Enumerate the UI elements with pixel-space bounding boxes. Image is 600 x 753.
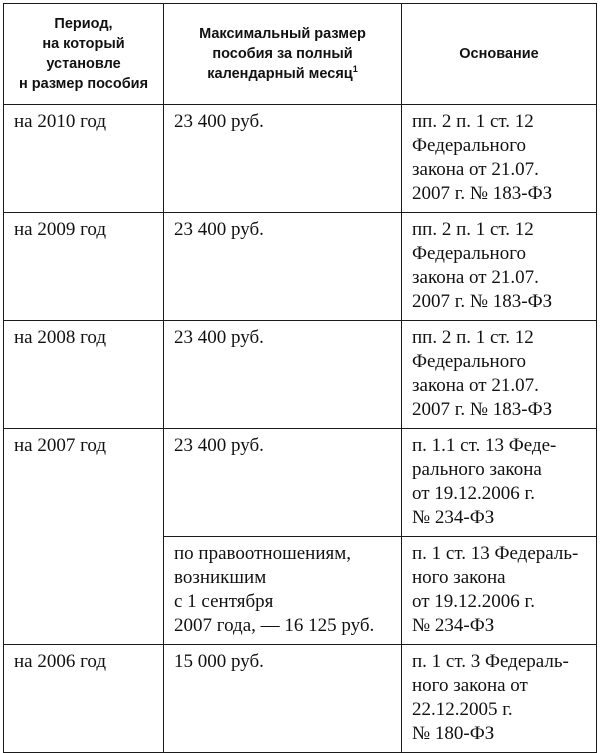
cell-amount-line: 23 400 руб.: [174, 219, 264, 240]
header-max-amount-line: Максимальный размер: [199, 26, 366, 42]
benefit-table: [3, 3, 597, 753]
cell-amount: [164, 213, 402, 321]
cell-basis-line: закона от 21.07.: [412, 159, 539, 180]
cell-basis-line: пп. 2 п. 1 ст. 12: [412, 111, 534, 132]
cell-period: на 2010 год: [4, 105, 164, 213]
cell-amount: [164, 105, 402, 213]
cell-amount-line: с 1 сентября: [174, 591, 274, 612]
footnote-marker: 1: [352, 64, 358, 75]
cell-basis-line: 2007 г. № 183-ФЗ: [412, 399, 553, 420]
cell-basis: [402, 213, 597, 321]
cell-basis-line: Федерального: [412, 135, 527, 156]
header-max-amount-line: пособия за полный: [212, 46, 353, 62]
cell-amount-line: 2007 года, — 16 125 руб.: [174, 615, 375, 636]
cell-basis-line: пп. 2 п. 1 ст. 12: [412, 327, 534, 348]
cell-basis-line: № 234-ФЗ: [412, 615, 495, 636]
table-row: [4, 213, 597, 321]
table-body: [4, 105, 597, 753]
cell-basis-line: закона от 21.07.: [412, 375, 539, 396]
header-period: [4, 4, 164, 105]
header-period-line: на который: [42, 36, 125, 52]
cell-basis: [402, 645, 597, 753]
cell-basis: [402, 429, 597, 537]
header-period-line: Период,: [54, 16, 113, 32]
table-row: [4, 645, 597, 753]
cell-basis-line: ного закона от: [412, 675, 528, 696]
cell-basis-line: рального закона: [412, 459, 542, 480]
cell-basis: [402, 537, 597, 645]
cell-amount: [164, 537, 402, 645]
cell-period: на 2006 год: [4, 645, 164, 753]
cell-basis-line: п. 1.1 ст. 13 Феде-: [412, 435, 557, 456]
cell-period: на 2007 год: [4, 429, 164, 645]
header-max-amount-line: [170, 64, 395, 84]
cell-basis-line: от 19.12.2006 г.: [412, 483, 535, 504]
cell-amount-line: 23 400 руб.: [174, 435, 264, 456]
cell-period: на 2008 год: [4, 321, 164, 429]
cell-period: на 2009 год: [4, 213, 164, 321]
header-period-line: установле: [46, 56, 121, 72]
cell-basis-line: от 19.12.2006 г.: [412, 591, 535, 612]
cell-amount-line: 23 400 руб.: [174, 327, 264, 348]
header-row: [4, 4, 597, 105]
table-row: [4, 105, 597, 213]
header-max-amount-text: календарный месяц: [207, 66, 353, 82]
cell-basis-line: № 234-ФЗ: [412, 507, 495, 528]
cell-basis-line: п. 1 ст. 13 Федераль-: [412, 543, 579, 564]
table-row: [4, 321, 597, 429]
cell-amount: [164, 645, 402, 753]
cell-basis-line: 2007 г. № 183-ФЗ: [412, 183, 553, 204]
cell-basis-line: ного закона: [412, 567, 506, 588]
cell-basis-line: пп. 2 п. 1 ст. 12: [412, 219, 534, 240]
table-header: [4, 4, 597, 105]
header-basis-line: Основание: [459, 46, 539, 62]
header-basis: [402, 4, 597, 105]
cell-basis-line: закона от 21.07.: [412, 267, 539, 288]
table-row: [4, 429, 597, 537]
cell-amount-line: 15 000 руб.: [174, 651, 264, 672]
cell-basis-line: п. 1 ст. 3 Федераль-: [412, 651, 569, 672]
cell-basis: [402, 321, 597, 429]
header-max-amount: [164, 4, 402, 105]
cell-basis-line: 22.12.2005 г.: [412, 699, 513, 720]
cell-amount-line: по правоотношениям,: [174, 543, 351, 564]
header-period-line: н размер пособия: [18, 76, 149, 92]
cell-basis: [402, 105, 597, 213]
cell-amount-line: 23 400 руб.: [174, 111, 264, 132]
cell-basis-line: № 180-ФЗ: [412, 723, 495, 744]
cell-amount-line: возникшим: [174, 567, 267, 588]
cell-basis-line: Федерального: [412, 351, 527, 372]
cell-basis-line: Федерального: [412, 243, 527, 264]
cell-basis-line: 2007 г. № 183-ФЗ: [412, 291, 553, 312]
cell-amount: [164, 321, 402, 429]
cell-amount: [164, 429, 402, 537]
